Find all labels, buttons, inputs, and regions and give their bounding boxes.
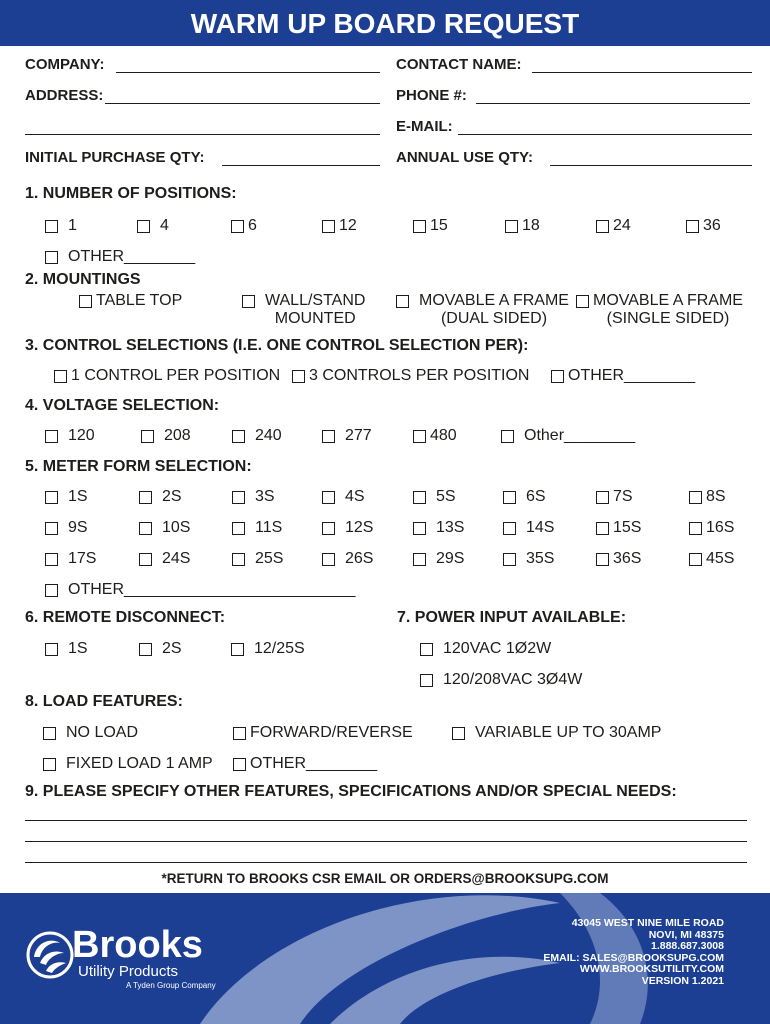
checkbox-icon[interactable] — [596, 553, 609, 566]
meter-option[interactable]: 8S — [689, 488, 726, 506]
position-option-12[interactable]: 12 — [322, 217, 357, 235]
meter-option-other[interactable]: OTHER__________________________ — [45, 581, 355, 599]
checkbox-icon[interactable] — [322, 553, 335, 566]
power-120vac[interactable]: 120VAC 1Ø2W — [420, 640, 551, 658]
contact-name-label: CONTACT NAME: — [396, 56, 522, 73]
other-features-line-2[interactable] — [25, 841, 747, 842]
checkbox-icon[interactable] — [503, 491, 516, 504]
checkbox-icon[interactable] — [452, 727, 465, 740]
checkbox-icon[interactable] — [45, 584, 58, 597]
meter-option[interactable]: 1S — [45, 488, 88, 506]
load-no-load[interactable]: NO LOAD — [43, 724, 138, 742]
footer — [0, 893, 770, 1024]
checkbox-icon[interactable] — [45, 220, 58, 233]
checkbox-icon[interactable] — [231, 220, 244, 233]
voltage-120[interactable]: 120 — [45, 427, 95, 445]
checkbox-icon[interactable] — [322, 430, 335, 443]
checkbox-icon[interactable] — [139, 491, 152, 504]
control-other[interactable]: OTHER________ — [551, 367, 695, 385]
position-option-24[interactable]: 24 — [596, 217, 631, 235]
mounting-wall-stand[interactable]: WALL/STAND MOUNTED — [242, 292, 365, 328]
checkbox-icon[interactable] — [43, 727, 56, 740]
checkbox-icon[interactable] — [79, 295, 92, 308]
checkbox-icon[interactable] — [233, 758, 246, 771]
logo-subtitle: Utility Products — [78, 963, 179, 980]
load-fixed-1amp[interactable]: FIXED LOAD 1 AMP — [43, 755, 213, 773]
position-option-15[interactable]: 15 — [413, 217, 448, 235]
other-features-line-3[interactable] — [25, 862, 747, 863]
checkbox-icon[interactable] — [551, 370, 564, 383]
address-label: ADDRESS: — [25, 87, 104, 104]
position-option-4[interactable]: 4 — [137, 217, 169, 235]
checkbox-icon[interactable] — [413, 522, 426, 535]
meter-option[interactable]: 5S — [413, 488, 456, 506]
company-field[interactable] — [116, 72, 380, 73]
mounting-movable-dual[interactable]: MOVABLE A FRAME (DUAL SIDED) — [396, 292, 569, 328]
meter-option[interactable]: 45S — [689, 550, 734, 568]
load-title: 8. LOAD FEATURES: — [25, 693, 183, 710]
checkbox-icon[interactable] — [232, 430, 245, 443]
checkbox-icon[interactable] — [242, 295, 255, 308]
phone-field[interactable] — [476, 103, 750, 104]
checkbox-icon[interactable] — [576, 295, 589, 308]
version-line: VERSION 1.2021 — [641, 974, 724, 987]
checkbox-icon[interactable] — [45, 491, 58, 504]
checkbox-icon[interactable] — [689, 491, 702, 504]
brooks-logo-icon — [26, 931, 74, 979]
checkbox-icon[interactable] — [232, 553, 245, 566]
checkbox-icon[interactable] — [233, 727, 246, 740]
email-label: E-MAIL: — [396, 118, 453, 135]
checkbox-icon[interactable] — [596, 491, 609, 504]
checkbox-icon[interactable] — [137, 220, 150, 233]
logo-tagline: A Tyden Group Company — [126, 981, 216, 990]
checkbox-icon[interactable] — [689, 553, 702, 566]
checkbox-icon[interactable] — [141, 430, 154, 443]
meter-option[interactable]: 36S — [596, 550, 641, 568]
meter-option[interactable]: 17S — [45, 550, 96, 568]
website-line: WWW.BROOKSUTILITY.COM — [579, 963, 724, 976]
checkbox-icon[interactable] — [503, 522, 516, 535]
disconnect-title: 6. REMOTE DISCONNECT: — [25, 609, 226, 626]
checkbox-icon[interactable] — [322, 220, 335, 233]
annual-qty-label: ANNUAL USE QTY: — [396, 149, 533, 166]
checkbox-icon[interactable] — [413, 491, 426, 504]
checkbox-icon[interactable] — [45, 430, 58, 443]
disconnect-1s[interactable]: 1S — [45, 640, 88, 658]
control-three-per-position[interactable]: 3 CONTROLS PER POSITION — [292, 367, 529, 385]
checkbox-icon[interactable] — [501, 430, 514, 443]
checkbox-icon[interactable] — [686, 220, 699, 233]
logo-name: Brooks — [72, 924, 203, 966]
page-title: WARM UP BOARD REQUEST — [0, 0, 770, 46]
meter-option[interactable]: 15S — [596, 519, 641, 537]
mountings-title: 2. MOUNTINGS — [25, 271, 141, 288]
address-line: 43045 WEST NINE MILE ROAD — [571, 917, 724, 929]
checkbox-icon[interactable] — [139, 643, 152, 656]
meter-option[interactable]: 35S — [503, 550, 554, 568]
address-line: NOVI, MI 48375 — [648, 928, 724, 941]
voltage-208[interactable]: 208 — [141, 427, 191, 445]
meter-option[interactable]: 11S — [232, 519, 282, 537]
meter-option[interactable]: 24S — [139, 550, 190, 568]
checkbox-icon[interactable] — [45, 522, 58, 535]
phone-label: PHONE #: — [396, 87, 467, 104]
meter-option[interactable]: 4S — [322, 488, 365, 506]
checkbox-icon[interactable] — [292, 370, 305, 383]
power-120-208vac[interactable]: 120/208VAC 3Ø4W — [420, 671, 582, 689]
other-features-line-1[interactable] — [25, 820, 747, 821]
meter-option[interactable]: 14S — [503, 519, 554, 537]
address-field[interactable] — [105, 103, 380, 104]
checkbox-icon[interactable] — [322, 491, 335, 504]
voltage-240[interactable]: 240 — [232, 427, 282, 445]
checkbox-icon[interactable] — [396, 295, 409, 308]
position-option-36[interactable]: 36 — [686, 217, 721, 235]
phone-line: 1.888.687.3008 — [651, 940, 724, 953]
voltage-title: 4. VOLTAGE SELECTION: — [25, 397, 220, 414]
checkbox-icon[interactable] — [139, 553, 152, 566]
checkbox-icon[interactable] — [45, 553, 58, 566]
disconnect-2s[interactable]: 2S — [139, 640, 182, 658]
checkbox-icon[interactable] — [54, 370, 67, 383]
meter-title: 5. METER FORM SELECTION: — [25, 458, 252, 475]
checkbox-icon[interactable] — [232, 491, 245, 504]
position-option-6[interactable]: 6 — [231, 217, 257, 235]
checkbox-icon[interactable] — [505, 220, 518, 233]
annual-qty-field[interactable] — [550, 165, 752, 166]
meter-option[interactable]: 6S — [503, 488, 546, 506]
meter-option[interactable]: 12S — [322, 519, 373, 537]
meter-option[interactable]: 13S — [413, 519, 464, 537]
checkbox-icon[interactable] — [420, 674, 433, 687]
voltage-other[interactable]: Other________ — [501, 427, 635, 445]
meter-option[interactable]: 29S — [413, 550, 464, 568]
return-note: *RETURN TO BROOKS CSR EMAIL OR ORDERS@BROOKSUPG.COM — [161, 871, 609, 886]
checkbox-icon[interactable] — [45, 251, 58, 264]
control-one-per-position[interactable]: 1 CONTROL PER POSITION — [54, 367, 280, 385]
checkbox-icon[interactable] — [503, 553, 516, 566]
voltage-277[interactable]: 277 — [322, 427, 372, 445]
meter-option[interactable]: 26S — [322, 550, 373, 568]
company-label: COMPANY: — [25, 56, 105, 73]
checkbox-icon[interactable] — [413, 553, 426, 566]
position-option-18[interactable]: 18 — [505, 217, 540, 235]
positions-title: 1. NUMBER OF POSITIONS: — [25, 185, 237, 202]
other-features-title: 9. PLEASE SPECIFY OTHER FEATURES, SPECIFICATIONS AND/OR SPECIAL NEEDS: — [25, 783, 677, 800]
disconnect-12-25s[interactable]: 12/25S — [231, 640, 305, 658]
checkbox-icon[interactable] — [413, 430, 426, 443]
meter-option[interactable]: 10S — [139, 519, 190, 537]
meter-option[interactable]: 25S — [232, 550, 283, 568]
initial-qty-field[interactable] — [222, 165, 380, 166]
email-field[interactable] — [458, 134, 752, 135]
load-variable[interactable]: VARIABLE UP TO 30AMP — [452, 724, 661, 742]
position-option-other[interactable]: OTHER________ — [45, 248, 195, 266]
checkbox-icon[interactable] — [232, 522, 245, 535]
checkbox-icon[interactable] — [413, 220, 426, 233]
checkbox-icon[interactable] — [43, 758, 56, 771]
voltage-480[interactable]: 480 — [413, 427, 457, 445]
contact-name-field[interactable] — [532, 72, 752, 73]
meter-option[interactable]: 16S — [689, 519, 734, 537]
checkbox-icon[interactable] — [596, 522, 609, 535]
contact-address-block — [543, 918, 724, 988]
checkbox-icon[interactable] — [45, 643, 58, 656]
load-other[interactable]: OTHER________ — [233, 755, 377, 773]
power-title: 7. POWER INPUT AVAILABLE: — [397, 609, 627, 626]
checkbox-icon[interactable] — [420, 643, 433, 656]
checkbox-icon[interactable] — [689, 522, 702, 535]
meter-option[interactable]: 7S — [596, 488, 633, 506]
checkbox-icon[interactable] — [322, 522, 335, 535]
initial-qty-label: INITIAL PURCHASE QTY: — [25, 149, 205, 166]
position-option-1[interactable]: 1 — [45, 217, 77, 235]
mounting-movable-single[interactable]: MOVABLE A FRAME (SINGLE SIDED) — [576, 292, 743, 328]
mounting-table-top[interactable]: TABLE TOP — [79, 292, 182, 310]
checkbox-icon[interactable] — [139, 522, 152, 535]
address-field-line-2[interactable] — [25, 134, 380, 135]
email-line: EMAIL: SALES@BROOKSUPG.COM — [543, 951, 724, 964]
checkbox-icon[interactable] — [231, 643, 244, 656]
meter-option[interactable]: 9S — [45, 519, 88, 537]
checkbox-icon[interactable] — [596, 220, 609, 233]
load-forward-reverse[interactable]: FORWARD/REVERSE — [233, 724, 413, 742]
control-title: 3. CONTROL SELECTIONS (I.E. ONE CONTROL SELECTION PER): — [25, 337, 529, 354]
meter-option[interactable]: 2S — [139, 488, 182, 506]
meter-option[interactable]: 3S — [232, 488, 275, 506]
